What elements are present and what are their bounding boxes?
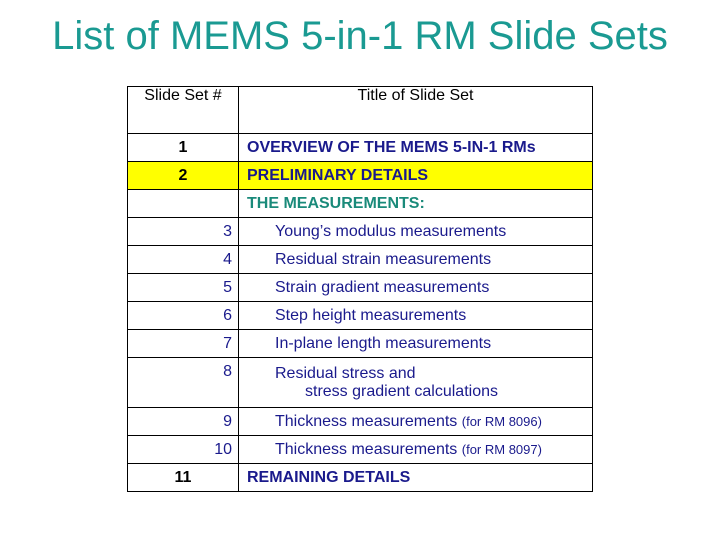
slide-set-number: 4	[128, 246, 239, 274]
slide-set-title: Step height measurements	[239, 302, 593, 330]
slide-set-title: REMAINING DETAILS	[239, 464, 593, 492]
table-header-row	[128, 87, 593, 134]
table-row	[128, 330, 593, 358]
title-line-2: stress gradient calculations	[305, 382, 498, 400]
slide-set-number: 6	[128, 302, 239, 330]
slide-set-title: OVERVIEW OF THE MEMS 5-IN-1 RMs	[239, 134, 593, 162]
table-row	[128, 218, 593, 246]
slide-set-number: 8	[128, 358, 239, 408]
slide-set-title: Young’s modulus measurements	[239, 218, 593, 246]
section-heading: THE MEASUREMENTS:	[239, 190, 593, 218]
table-row	[128, 134, 593, 162]
table-row	[128, 408, 593, 436]
table-row	[128, 302, 593, 330]
slide-set-number: 7	[128, 330, 239, 358]
slide-set-number: 2	[128, 162, 239, 190]
slide-set-number: 5	[128, 274, 239, 302]
table-row	[128, 464, 593, 492]
table-row	[128, 246, 593, 274]
column-header-title: Title of Slide Set	[239, 87, 593, 134]
rm-note: (for RM 8096)	[461, 413, 542, 429]
slide-title: List of MEMS 5-in-1 RM Slide Sets	[52, 14, 668, 58]
slide-set-title	[239, 436, 593, 464]
slide-set-number: 10	[128, 436, 239, 464]
slide-set-number	[128, 190, 239, 218]
rm-note: (for RM 8097)	[461, 441, 542, 457]
title-text: Thickness measurements	[275, 412, 458, 430]
column-header-slide-set-number: Slide Set #	[128, 87, 239, 134]
table-row	[128, 190, 593, 218]
slide-set-number: 1	[128, 134, 239, 162]
title-line-1: Residual stress and	[275, 364, 416, 382]
slide-set-title: In-plane length measurements	[239, 330, 593, 358]
title-text: Thickness measurements	[275, 440, 458, 458]
slide-set-table	[127, 86, 593, 492]
slide-set-number: 3	[128, 218, 239, 246]
table-row	[128, 274, 593, 302]
slide-set-title: PRELIMINARY DETAILS	[239, 162, 593, 190]
slide-set-title: Strain gradient measurements	[239, 274, 593, 302]
slide-set-title	[239, 358, 593, 408]
slide-set-number: 9	[128, 408, 239, 436]
table-row	[128, 436, 593, 464]
slide-set-title	[239, 408, 593, 436]
table-row	[128, 358, 593, 408]
slide-set-title: Residual strain measurements	[239, 246, 593, 274]
slide-set-number: 11	[128, 464, 239, 492]
table-row-highlighted	[128, 162, 593, 190]
